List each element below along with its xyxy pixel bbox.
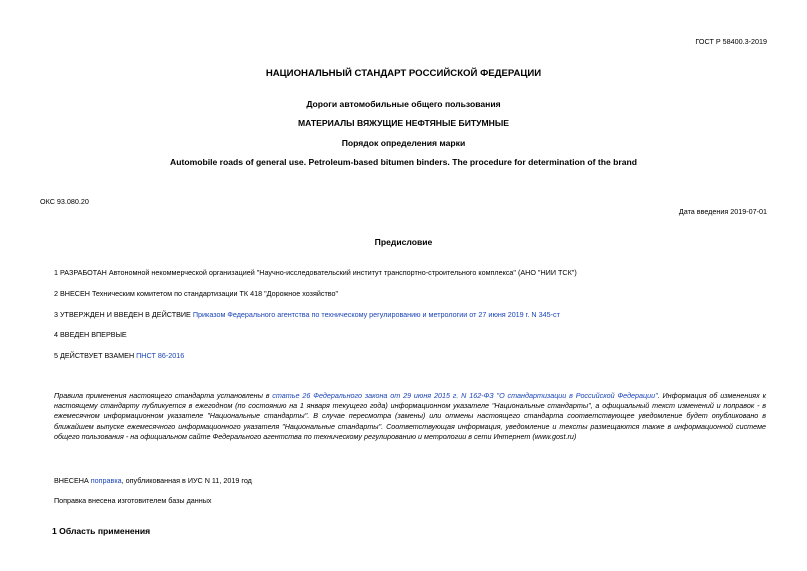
preface-heading: Предисловие (374, 237, 433, 247)
application-rules-note (54, 391, 766, 442)
note-text-start: Правила применения настоящего стандарта установлены в (54, 391, 273, 400)
materials-title: МАТЕРИАЛЫ ВЯЖУЩИЕ НЕФТЯНЫЕ БИТУМНЫЕ (298, 118, 509, 128)
federal-law-link[interactable]: статье 26 Федерального закона от 29 июня 2015 г. N 162-ФЗ "О стандартизации в Российской Федерации" (272, 391, 658, 400)
intro-date: Дата введения 2019-07-01 (678, 207, 767, 216)
amendment-line (54, 476, 252, 485)
preface-item-replaces-label: 5 ДЕЙСТВУЕТ ВЗАМЕН (54, 351, 137, 360)
preface-item-replaces (54, 351, 184, 360)
english-title: Automobile roads of general use. Petroleum-based bitumen binders. The procedure for determination of the brand (170, 157, 637, 167)
note-text-end: . Информация об изменениях к настоящему стандарту публикуется в ежегодном (по состоянию на 1 января текущего года) информационном указателе "Национальные стандарты", а официальный текст изменений и поправок - в ежемесячном информационном указателе "Национальные стандарты". В случае пересмотра (замены) или отмены настоящего стандарта соответствующее уведомление будет опубликовано в ближайшем выпуске ежемесячного информационного указателя "Национальные стандарты". Соответствующая информация, уведомление и тексты размещаются также в информационной системе общего пользования - на официальном сайте Федерального агентства по техническому регулированию и метрологии в сети Интернет (www.gost.ru) (54, 391, 766, 441)
amendment-prefix: ВНЕСЕНА (54, 476, 91, 485)
amendment-link[interactable]: поправка (90, 476, 122, 485)
section-heading: 1 Область применения (52, 526, 151, 536)
preface-item-approved (54, 310, 560, 319)
procedure-title: Порядок определения марки (341, 138, 466, 148)
amendment-note: Поправка внесена изготовителем базы данных (54, 496, 212, 505)
amendment-suffix: , опубликованная в ИУС N 11, 2019 год (121, 476, 252, 485)
preface-item-developed: 1 РАЗРАБОТАН Автономной некоммерческой организацией "Научно-исследовательский институт транспортно-строительного комплекса" (АНО "НИИ ТСК") (54, 268, 577, 277)
gost-number: ГОСТ Р 58400.3-2019 (695, 37, 767, 46)
preface-item-approved-label: 3 УТВЕРЖДЕН И ВВЕДЕН В ДЕЙСТВИЕ (54, 310, 193, 319)
preface-item-submitted: 2 ВНЕСЕН Техническим комитетом по стандартизации ТК 418 "Дорожное хозяйство" (54, 289, 339, 298)
subject-title: Дороги автомобильные общего пользования (306, 99, 501, 109)
pnst-link[interactable]: ПНСТ 86-2016 (136, 351, 185, 360)
standard-title: НАЦИОНАЛЬНЫЙ СТАНДАРТ РОССИЙСКОЙ ФЕДЕРАЦИИ (265, 68, 542, 79)
oks-code: ОКС 93.080.20 (40, 197, 89, 206)
order-link[interactable]: Приказом Федерального агентства по техническому регулированию и метрологии от 27 июня 2019 г. N 345-ст (192, 310, 560, 319)
preface-item-first-introduced: 4 ВВЕДЕН ВПЕРВЫЕ (54, 330, 127, 339)
